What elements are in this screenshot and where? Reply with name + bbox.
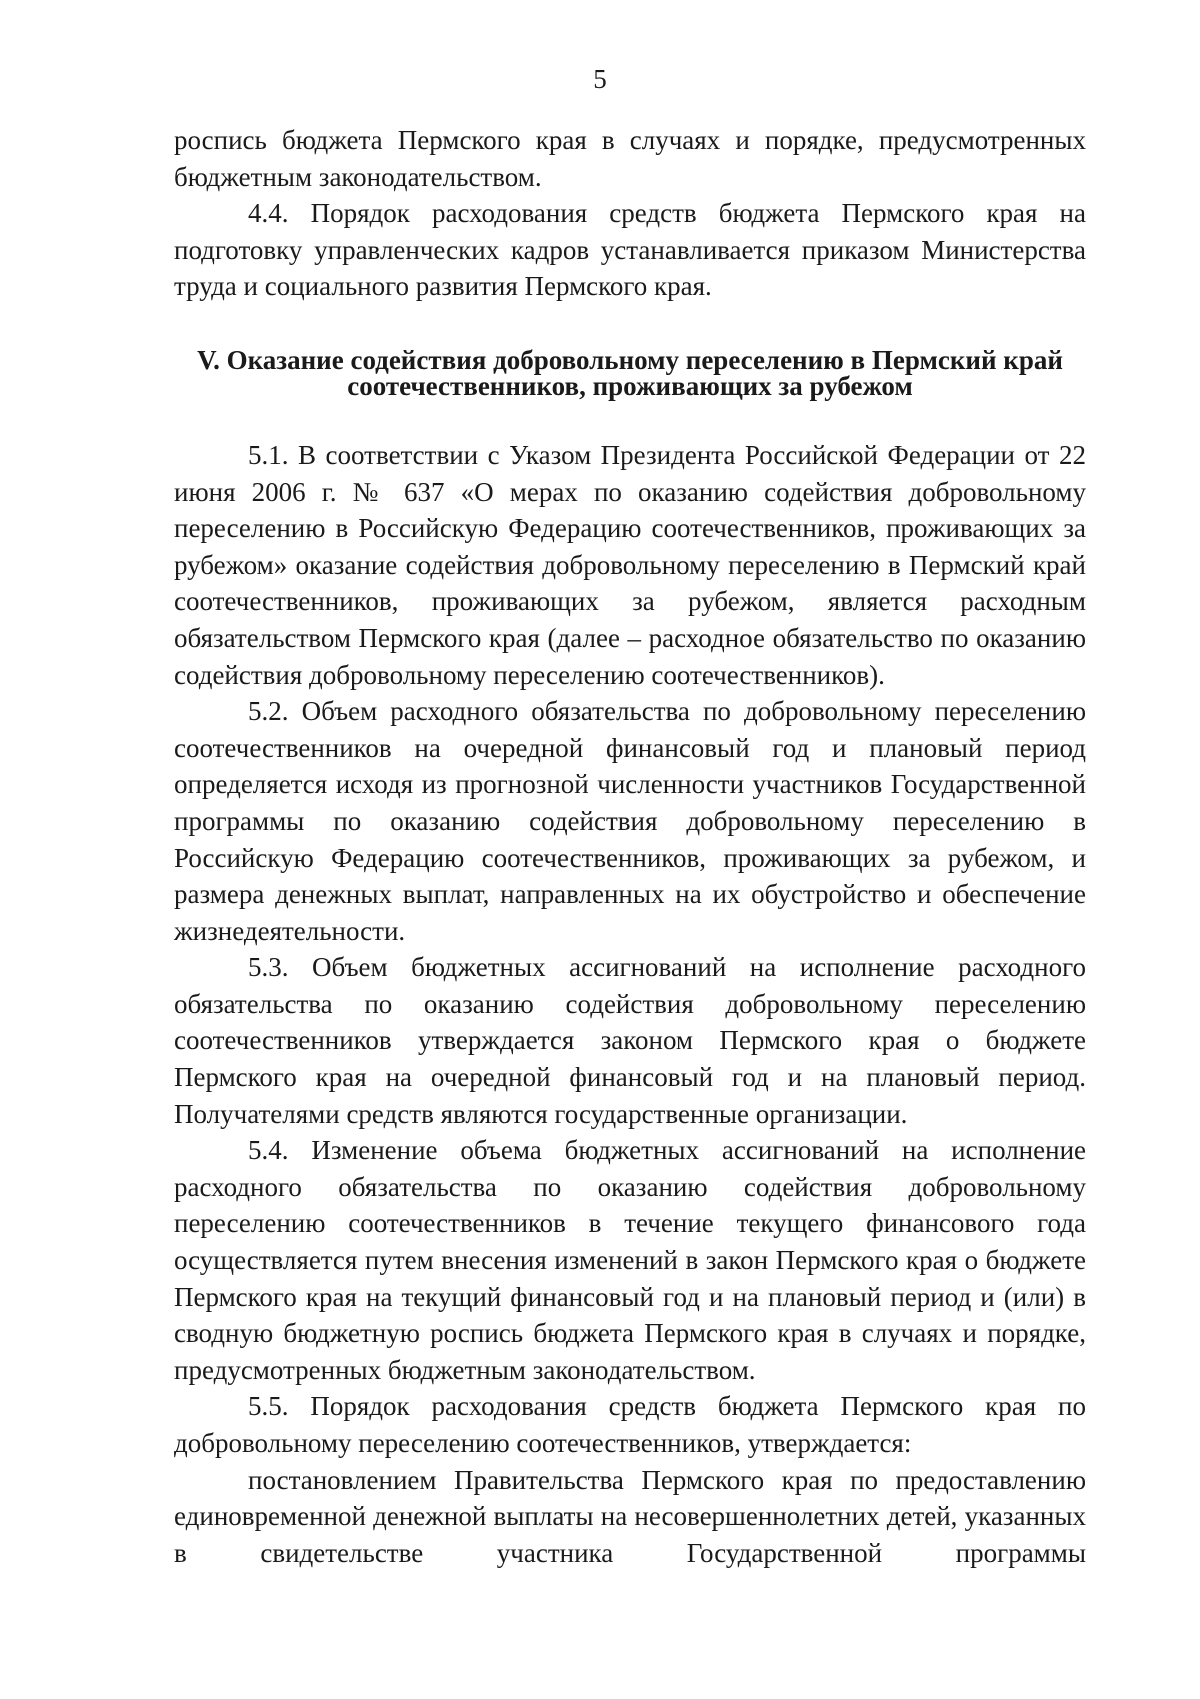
- paragraph-5-5: 5.5. Порядок расходования средств бюджета Пермского края по добровольному переселению соотечественников, утверждается:: [174, 1391, 1086, 1458]
- paragraph-decree: постановлением Правительства Пермского края по предоставлению единовременной денежной выплаты на несовершеннолетних детей, указанных в свидетельстве участника Государственной программы: [174, 1464, 1086, 1568]
- paragraph-5-2: 5.2. Объем расходного обязательства по добровольному переселению соотечественников на очередной финансовый год и плановый период определяется исходя из прогнозной численности участников Государственной программы по оказанию содействия добровольному переселению в Российскую Федерацию соотечественников, проживающих за рубежом, и размера денежных выплат, направленных на их обустройство и обеспечение жизнедеятельности.: [174, 696, 1086, 946]
- paragraph-4-4: 4.4. Порядок расходования средств бюджета Пермского края на подготовку управленческих кадров устанавливается приказом Министерства труда и социального развития Пермского края.: [174, 198, 1086, 302]
- paragraph-5-3: 5.3. Объем бюджетных ассигнований на исполнение расходного обязательства по оказанию содействия добровольному переселению соотечественников утверждается законом Пермского края о бюджете Пермского края на очередной финансовый год и на плановый период. Получателями средств являются государственные организации.: [174, 952, 1086, 1129]
- page-number: 5: [593, 64, 607, 94]
- document-body: [174, 122, 1086, 1571]
- paragraph-5-4: 5.4. Изменение объема бюджетных ассигнований на исполнение расходного обязательства по оказанию содействия добровольному переселению соотечественников в течение текущего финансового года осуществляется путем внесения изменений в закон Пермского края о бюджете Пермского края на текущий финансовый год и на плановый период и (или) в сводную бюджетную роспись бюджета Пермского края в случаях и порядке, предусмотренных бюджетным законодательством.: [174, 1135, 1086, 1385]
- section-heading-v: [174, 344, 1086, 401]
- paragraph-continuation: роспись бюджета Пермского края в случаях и порядке, предусмотренных бюджетным законодательством.: [174, 125, 1086, 192]
- paragraph-5-1: 5.1. В соответствии с Указом Президента Российской Федерации от 22 июня 2006 г. № 637 «О мерах по оказанию содействия добровольному переселению в Российскую Федерацию соотечественников, проживающих за рубежом» оказание содействия добровольному переселению в Пермский край соотечественников, проживающих за рубежом, является расходным обязательством Пермского края (далее – расходное обязательство по оказанию содействия добровольному переселению соотечественников).: [174, 439, 1086, 690]
- section-heading-line-1: V. Оказание содействия добровольному переселению в Пермский край: [197, 344, 1063, 375]
- section-heading-line-2: соотечественников, проживающих за рубежом: [347, 370, 913, 401]
